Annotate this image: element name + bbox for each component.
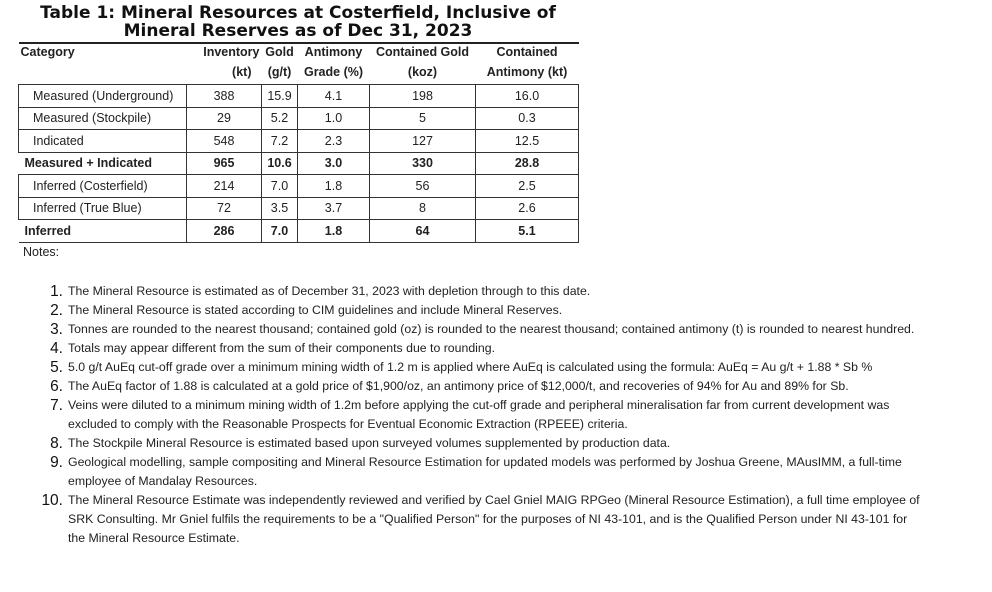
cell-contained-gold: 56: [370, 175, 476, 198]
cell-category: Inferred (True Blue): [19, 197, 187, 220]
note-item: [20, 301, 920, 320]
cell-contained-gold: 330: [370, 152, 476, 175]
table-row: [19, 107, 579, 130]
cell-gold: 7.0: [262, 220, 298, 243]
cell-contained-gold: 127: [370, 130, 476, 153]
cell-contained-antimony: 28.8: [476, 152, 579, 175]
cell-antimony: 1.8: [298, 175, 370, 198]
table-row-total: [19, 220, 579, 243]
cell-antimony: 3.7: [298, 197, 370, 220]
note-item: [20, 434, 920, 453]
cell-gold: 7.2: [262, 130, 298, 153]
note-number: 9.: [50, 454, 63, 471]
note-number: 3.: [50, 321, 63, 338]
table-row: [19, 85, 579, 108]
cell-category: Measured (Underground): [19, 85, 187, 108]
cell-contained-gold: 198: [370, 85, 476, 108]
header-gold-unit: (g/t): [262, 64, 298, 85]
cell-gold: 5.2: [262, 107, 298, 130]
cell-category: Measured (Stockpile): [19, 107, 187, 130]
cell-antimony: 1.8: [298, 220, 370, 243]
header-contained-gold-unit: (koz): [370, 64, 476, 85]
table-row: [19, 130, 579, 153]
note-text: The Mineral Resource is estimated as of December 31, 2023 with depletion through to this date.: [68, 284, 591, 298]
cell-gold: 7.0: [262, 175, 298, 198]
note-item: [20, 377, 920, 396]
note-number: 7.: [50, 397, 63, 414]
note-item: [20, 282, 920, 301]
header-contained-gold: Contained Gold: [375, 45, 470, 59]
note-text: Geological modelling, sample compositing and Mineral Resource Estimation for updated models was performed by Joshua Greene, MAusIMM, a full-time employee of Mandalay Resources.: [68, 455, 902, 488]
cell-contained-antimony: 0.3: [476, 107, 579, 130]
cell-contained-gold: 5: [370, 107, 476, 130]
note-item: [20, 453, 920, 491]
table-title: [18, 4, 578, 40]
header-row-1: [19, 43, 579, 64]
cell-antimony: 1.0: [298, 107, 370, 130]
header-antimony-unit: Grade (%): [298, 64, 370, 85]
note-number: 5.: [50, 359, 63, 376]
header-contained-antimony: Contained: [496, 45, 558, 59]
header-row-2: [19, 64, 579, 85]
cell-inventory: 214: [187, 175, 262, 198]
note-text: The AuEq factor of 1.88 is calculated at a gold price of $1,900/oz, an antimony price of $12,000/t, and recoveries of 94% for Au and 89% for Sb.: [68, 379, 849, 393]
notes-list: [20, 282, 920, 548]
cell-inventory: 388: [187, 85, 262, 108]
header-contained-antimony-unit: Antimony (kt): [476, 64, 579, 85]
header-category: Category: [20, 45, 75, 59]
cell-inventory: 72: [187, 197, 262, 220]
cell-contained-gold: 8: [370, 197, 476, 220]
header-gold: Gold: [265, 45, 294, 59]
cell-category: Inferred (Costerfield): [19, 175, 187, 198]
note-text: Totals may appear different from the sum of their components due to rounding.: [68, 341, 495, 355]
note-number: 4.: [50, 340, 63, 357]
cell-inventory: 29: [187, 107, 262, 130]
cell-contained-antimony: 12.5: [476, 130, 579, 153]
note-number: 8.: [50, 435, 63, 452]
note-item: [20, 396, 920, 434]
cell-antimony: 4.1: [298, 85, 370, 108]
notes-label: Notes:: [23, 245, 60, 259]
header-antimony: Antimony: [304, 45, 363, 59]
note-text: 5.0 g/t AuEq cut-off grade over a minimum mining width of 1.2 m is applied where AuEq is calculated using the formula: AuEq = Au g/t + 1.88 * Sb %: [68, 360, 873, 374]
cell-category: Measured + Indicated: [19, 152, 187, 175]
cell-contained-antimony: 5.1: [476, 220, 579, 243]
cell-category: Indicated: [19, 130, 187, 153]
note-text: Tonnes are rounded to the nearest thousand; contained gold (oz) is rounded to the nearest thousand; contained antimony (t) is rounded to nearest hundred.: [68, 322, 915, 336]
table-row: [19, 197, 579, 220]
cell-category: Inferred: [19, 220, 187, 243]
header-inventory-unit: (kt): [187, 64, 262, 85]
cell-inventory: 286: [187, 220, 262, 243]
note-text: The Stockpile Mineral Resource is estimated based upon surveyed volumes supplemented by production data.: [68, 436, 671, 450]
cell-antimony: 3.0: [298, 152, 370, 175]
note-text: Veins were diluted to a minimum mining width of 1.2m before applying the cut-off grade and peripheral mineralisation far from current development was excluded to comply with the Reasonable Prospects for Eventual Economic Extraction (RPEEE) criteria.: [68, 398, 890, 431]
header-inventory: Inventory: [203, 45, 260, 59]
cell-contained-gold: 64: [370, 220, 476, 243]
note-item: [20, 339, 920, 358]
cell-gold: 10.6: [262, 152, 298, 175]
cell-gold: 15.9: [262, 85, 298, 108]
table-row-total: [19, 152, 579, 175]
cell-gold: 3.5: [262, 197, 298, 220]
cell-contained-antimony: 2.5: [476, 175, 579, 198]
cell-inventory: 548: [187, 130, 262, 153]
table-title-line-1: Table 1: Mineral Resources at Costerfield, Inclusive of: [40, 3, 556, 23]
note-text: The Mineral Resource Estimate was independently reviewed and verified by Cael Gniel MAIG RPGeo (Mineral Resource Estimation), a full time employee of SRK Consulting. Mr Gniel fulfils the requirements to be a "Qualified Person" for the purposes of NI 43-101, and is the Qualified Person under NI 43-101 for the Mineral Resource Estimate.: [68, 493, 920, 545]
note-number: 2.: [50, 302, 63, 319]
note-text: The Mineral Resource is stated according to CIM guidelines and include Mineral Reserves.: [68, 303, 563, 317]
note-item: [20, 320, 920, 339]
note-number: 10.: [41, 492, 63, 509]
cell-contained-antimony: 16.0: [476, 85, 579, 108]
note-number: 6.: [50, 378, 63, 395]
note-item: [20, 491, 920, 548]
mineral-resources-table: [18, 42, 579, 243]
cell-contained-antimony: 2.6: [476, 197, 579, 220]
header-category-unit: [19, 64, 187, 85]
table-title-line-2: Mineral Reserves as of Dec 31, 2023: [123, 21, 473, 41]
cell-inventory: 965: [187, 152, 262, 175]
table-row: [19, 175, 579, 198]
note-item: [20, 358, 920, 377]
cell-antimony: 2.3: [298, 130, 370, 153]
note-number: 1.: [50, 283, 63, 300]
